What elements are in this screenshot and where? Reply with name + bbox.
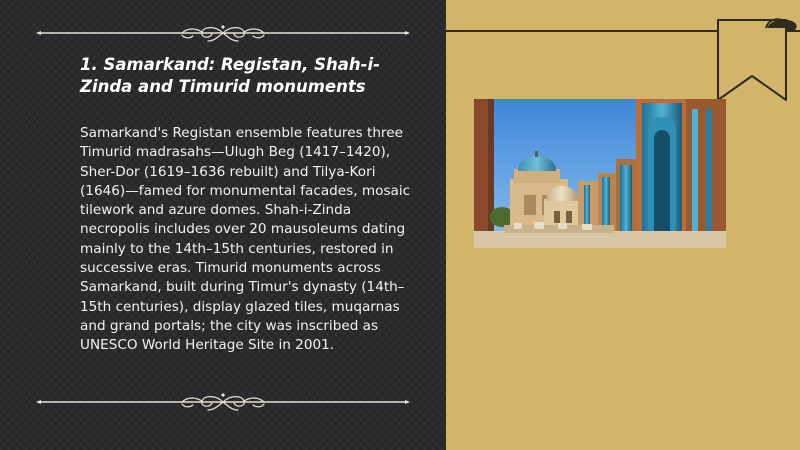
shah-i-zinda-photo <box>474 99 726 248</box>
slide-body-text: Samarkand's Registan ensemble features three Timurid madrasahs—Ulugh Beg (1417–1420), Sher-Dor (1619–1636 rebuilt) and Tilya-Kori (1646)—famed for monumental facades, mosaic tilework and azure domes. Shah-i-Zinda necropolis includes over 20 mausoleums dating mainly to the 14th–15th centuries, restored in successive eras. Timurid monuments across Samarkand, built during Timur's dynasty (14th–15th centuries), display glazed tiles, muqarnas and grand portals; the city was inscribed as UNESCO World Heritage Site in 2001. <box>80 125 411 354</box>
ornament-divider-top-icon <box>36 23 410 43</box>
ornament-divider-bottom-icon <box>36 392 410 412</box>
slide-title: 1. Samarkand: Registan, Shah-i-Zinda and Timurid monuments <box>80 55 380 96</box>
bookmark-ribbon-icon <box>716 16 800 102</box>
